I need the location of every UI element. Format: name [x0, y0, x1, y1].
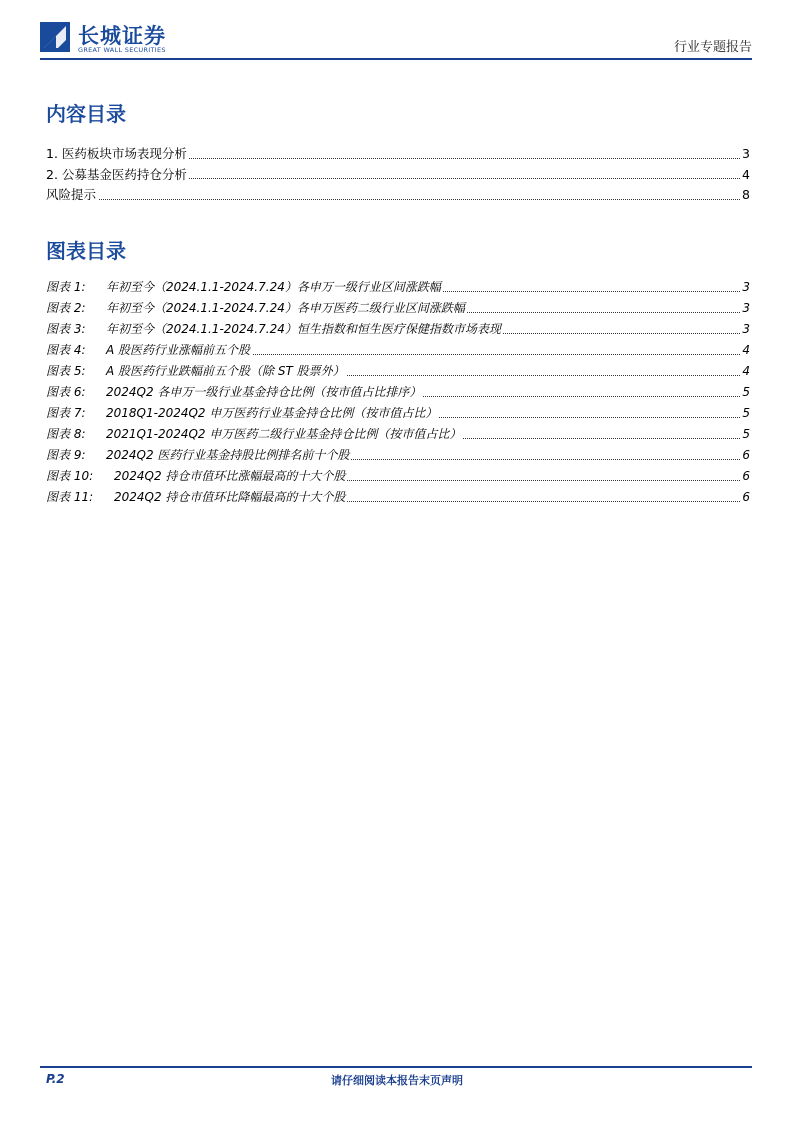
- entry-page: 3: [740, 144, 750, 164]
- contents-entry[interactable]: [46, 144, 750, 165]
- figure-number: 图表 4:: [46, 343, 86, 357]
- figure-entry[interactable]: [46, 466, 750, 487]
- figure-label: A 股医药行业跌幅前五个股（除 ST 股票外）: [106, 364, 345, 378]
- figure-entry[interactable]: [46, 361, 750, 382]
- figure-number: 图表 5:: [46, 364, 86, 378]
- entry-page: 4: [740, 361, 750, 382]
- entry-label: 1. 医药板块市场表现分析: [46, 144, 189, 164]
- entry-page: 3: [740, 298, 750, 319]
- figure-number: 图表 7:: [46, 406, 86, 420]
- entry-page: 5: [740, 424, 750, 445]
- entry-page: 8: [740, 185, 750, 205]
- figure-number: 图表 10:: [46, 469, 94, 483]
- figures-list: [46, 277, 750, 508]
- figure-label: 2024Q2 各申万一级行业基金持仓比例（按市值占比排序）: [106, 385, 422, 399]
- figure-label: 2024Q2 持仓市值环比涨幅最高的十大个股: [114, 469, 346, 483]
- page-number: P.2: [46, 1072, 65, 1086]
- entry-page: 4: [740, 165, 750, 185]
- contents-title: 内容目录: [46, 102, 126, 126]
- entry-label: 2. 公募基金医药持仓分析: [46, 165, 189, 185]
- figure-entry[interactable]: [46, 340, 750, 361]
- brand-name-en: GREAT WALL SECURITIES: [78, 46, 166, 54]
- disclaimer-note: 请仔细阅读本报告末页声明: [331, 1074, 463, 1087]
- figure-number: 图表 11:: [46, 490, 94, 504]
- footer-divider: [40, 1066, 752, 1068]
- figure-number: 图表 9:: [46, 448, 86, 462]
- figure-entry[interactable]: [46, 424, 750, 445]
- company-logo: [40, 20, 240, 58]
- entry-page: 5: [740, 403, 750, 424]
- figure-label: 2018Q1-2024Q2 申万医药行业基金持仓比例（按市值占比）: [106, 406, 438, 420]
- figure-label: A 股医药行业涨幅前五个股: [106, 343, 251, 357]
- figure-entry[interactable]: [46, 298, 750, 319]
- figure-label: 2021Q1-2024Q2 申万医药二级行业基金持仓比例（按市值占比）: [106, 427, 462, 441]
- figures-title: 图表目录: [46, 239, 126, 263]
- figure-label: 年初至今（2024.1.1-2024.7.24）各申万医药二级行业区间涨跌幅: [106, 301, 465, 315]
- contents-entry[interactable]: [46, 165, 750, 186]
- dot-leader: [46, 199, 750, 200]
- figure-entry[interactable]: [46, 403, 750, 424]
- figure-number: 图表 6:: [46, 385, 86, 399]
- entry-page: 6: [740, 487, 750, 508]
- page-header: [40, 20, 752, 60]
- figure-entry[interactable]: [46, 319, 750, 340]
- figure-number: 图表 8:: [46, 427, 86, 441]
- figure-entry[interactable]: [46, 277, 750, 298]
- figure-label: 2024Q2 医药行业基金持股比例排名前十个股: [106, 448, 350, 462]
- entry-label: 风险提示: [46, 185, 98, 205]
- entry-page: 6: [740, 466, 750, 487]
- brand-name-cn: 长城证券: [78, 24, 166, 48]
- entry-page: 4: [740, 340, 750, 361]
- figure-label: 年初至今（2024.1.1-2024.7.24）各申万一级行业区间涨跌幅: [106, 280, 441, 294]
- figure-number: 图表 1:: [46, 280, 86, 294]
- report-type: 行业专题报告: [673, 40, 752, 55]
- figure-entry[interactable]: [46, 445, 750, 466]
- entry-page: 5: [740, 382, 750, 403]
- figure-entry[interactable]: [46, 487, 750, 508]
- header-divider: [40, 58, 752, 60]
- entry-page: 6: [740, 445, 750, 466]
- figure-label: 年初至今（2024.1.1-2024.7.24）恒生指数和恒生医疗保健指数市场表现: [106, 322, 501, 336]
- sail-logo-icon: [40, 22, 70, 52]
- contents-list: [46, 144, 750, 206]
- figure-entry[interactable]: [46, 382, 750, 403]
- figure-number: 图表 2:: [46, 301, 86, 315]
- contents-entry[interactable]: [46, 185, 750, 206]
- figure-number: 图表 3:: [46, 322, 86, 336]
- figure-label: 2024Q2 持仓市值环比降幅最高的十大个股: [114, 490, 346, 504]
- entry-page: 3: [740, 277, 750, 298]
- entry-page: 3: [740, 319, 750, 340]
